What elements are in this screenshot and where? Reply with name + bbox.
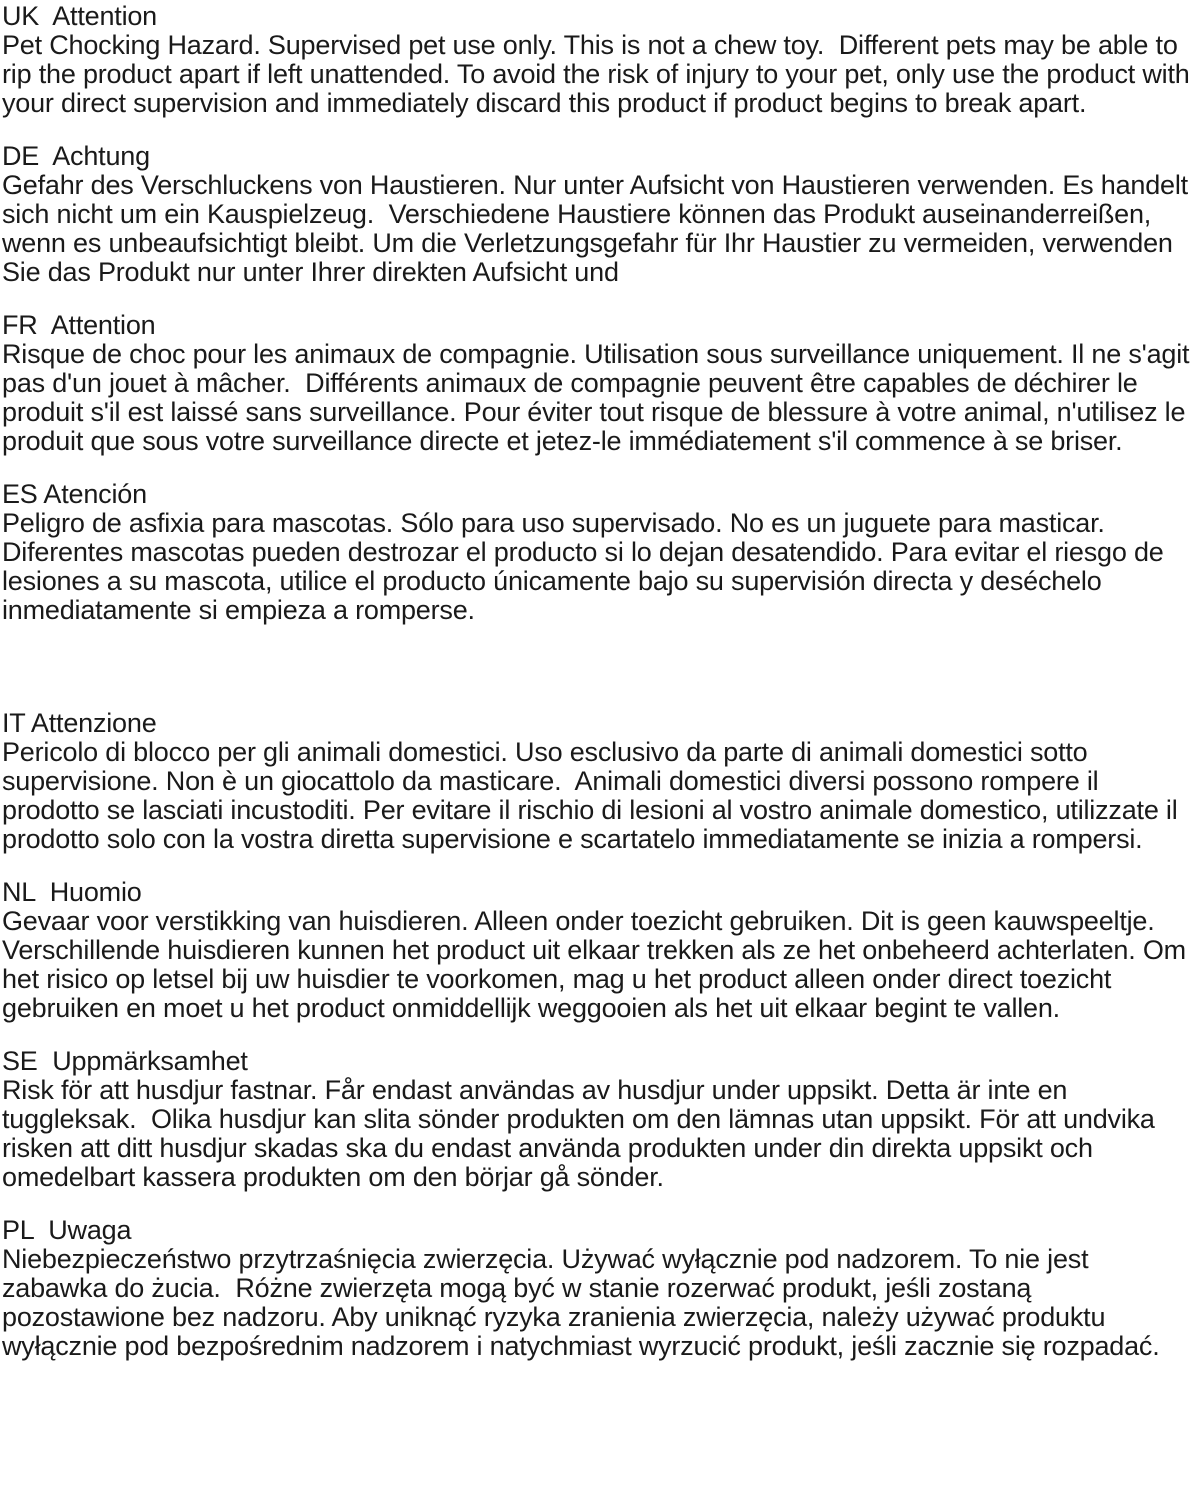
warning-section-body: Niebezpieczeństwo przytrzaśnięcia zwierzęcia. Używać wyłącznie pod nadzorem. To nie jest zabawka do żucia. Różne zwierzęta mogą być w stanie rozerwać produkt, jeśli zostaną pozostawione bez nadzoru. Aby uniknąć ryzyka zranienia zwierzęcia, należy używać produktu wyłącznie pod bezpośrednim nadzorem i natychmiast wyrzucić produkt, jeśli zacznie się rozpadać. <box>2 1244 1160 1361</box>
warning-section-body: Gevaar voor verstikking van huisdieren. Alleen onder toezicht gebruiken. Dit is geen kauwspeeltje. Verschillende huisdieren kunnen het product uit elkaar trekken als ze het onbeheerd achterlaten. Om het risico op letsel bij uw huisdier te voorkomen, mag u het product alleen onder direct toezicht gebruiken en moet u het product onmiddellijk weggooien als het uit elkaar begint te vallen. <box>2 906 1194 1023</box>
warning-section-header: ES Atención <box>2 479 147 509</box>
warning-section-body: Gefahr des Verschluckens von Haustieren. Nur unter Aufsicht von Haustieren verwenden. Es handelt sich nicht um ein Kauspielzeug. Verschiedene Haustiere können das Produkt auseinanderreißen, wenn es unbeaufsichtigt bleibt. Um die Verletzungsgefahr für Ihr Haustier zu vermeiden, verwenden Sie das Produkt nur unter Ihrer direkten Aufsicht und <box>2 170 1196 287</box>
warning-section-fr <box>2 311 1195 456</box>
warning-section-header: FR Attention <box>2 310 156 340</box>
warning-section-header: PL Uwaga <box>2 1215 132 1245</box>
warning-section-it <box>2 709 1195 854</box>
warning-section-nl <box>2 878 1195 1023</box>
warning-section-pl <box>2 1216 1195 1361</box>
warning-section-se <box>2 1047 1195 1192</box>
warning-section-body: Peligro de asfixia para mascotas. Sólo para uso supervisado. No es un juguete para masticar. Diferentes mascotas pueden destrozar el producto si lo dejan desatendido. Para evitar el riesgo de lesiones a su mascota, utilice el producto únicamente bajo su supervisión directa y deséchelo inmediatamente si empieza a romperse. <box>2 508 1171 625</box>
warning-section-header: NL Huomio <box>2 877 142 907</box>
warning-section-header: UK Attention <box>2 1 157 31</box>
warning-section-header: IT Attenzione <box>2 708 157 738</box>
warning-section-body: Risk för att husdjur fastnar. Får endast användas av husdjur under uppsikt. Detta är inte en tuggleksak. Olika husdjur kan slita sönder produkten om den lämnas utan uppsikt. För att undvika risken att ditt husdjur skadas ska du endast använda produkten under din direkta uppsikt och omedelbart kassera produkten om den börjar gå sönder. <box>2 1075 1163 1192</box>
warning-section-body: Pericolo di blocco per gli animali domestici. Uso esclusivo da parte di animali domestici sotto supervisione. Non è un giocattolo da masticare. Animali domestici diversi possono rompere il prodotto se lasciati incustoditi. Per evitare il rischio di lesioni al vostro animale domestico, utilizzate il prodotto solo con la vostra diretta supervisione e scartatelo immediatamente se inizia a rompersi. <box>2 737 1185 854</box>
warning-section-de <box>2 142 1195 287</box>
warning-section-header: DE Achtung <box>2 141 150 171</box>
warning-section-es <box>2 480 1195 625</box>
warning-section-body: Pet Chocking Hazard. Supervised pet use only. This is not a chew toy. Different pets may be able to rip the product apart if left unattended. To avoid the risk of injury to your pet, only use the product with your direct supervision and immediately discard this product if product begins to break apart. <box>2 30 1197 118</box>
warning-section-uk <box>2 2 1195 118</box>
warning-section-body: Risque de choc pour les animaux de compagnie. Utilisation sous surveillance uniquement. Il ne s'agit pas d'un jouet à mâcher. Différents animaux de compagnie peuvent être capables de déchirer le produit s'il est laissé sans surveillance. Pour éviter tout risque de blessure à votre animal, n'utilisez le produit que sous votre surveillance directe et jetez-le immédiatement s'il commence à se briser. <box>2 339 1197 456</box>
warning-section-header: SE Uppmärksamhet <box>2 1046 248 1076</box>
